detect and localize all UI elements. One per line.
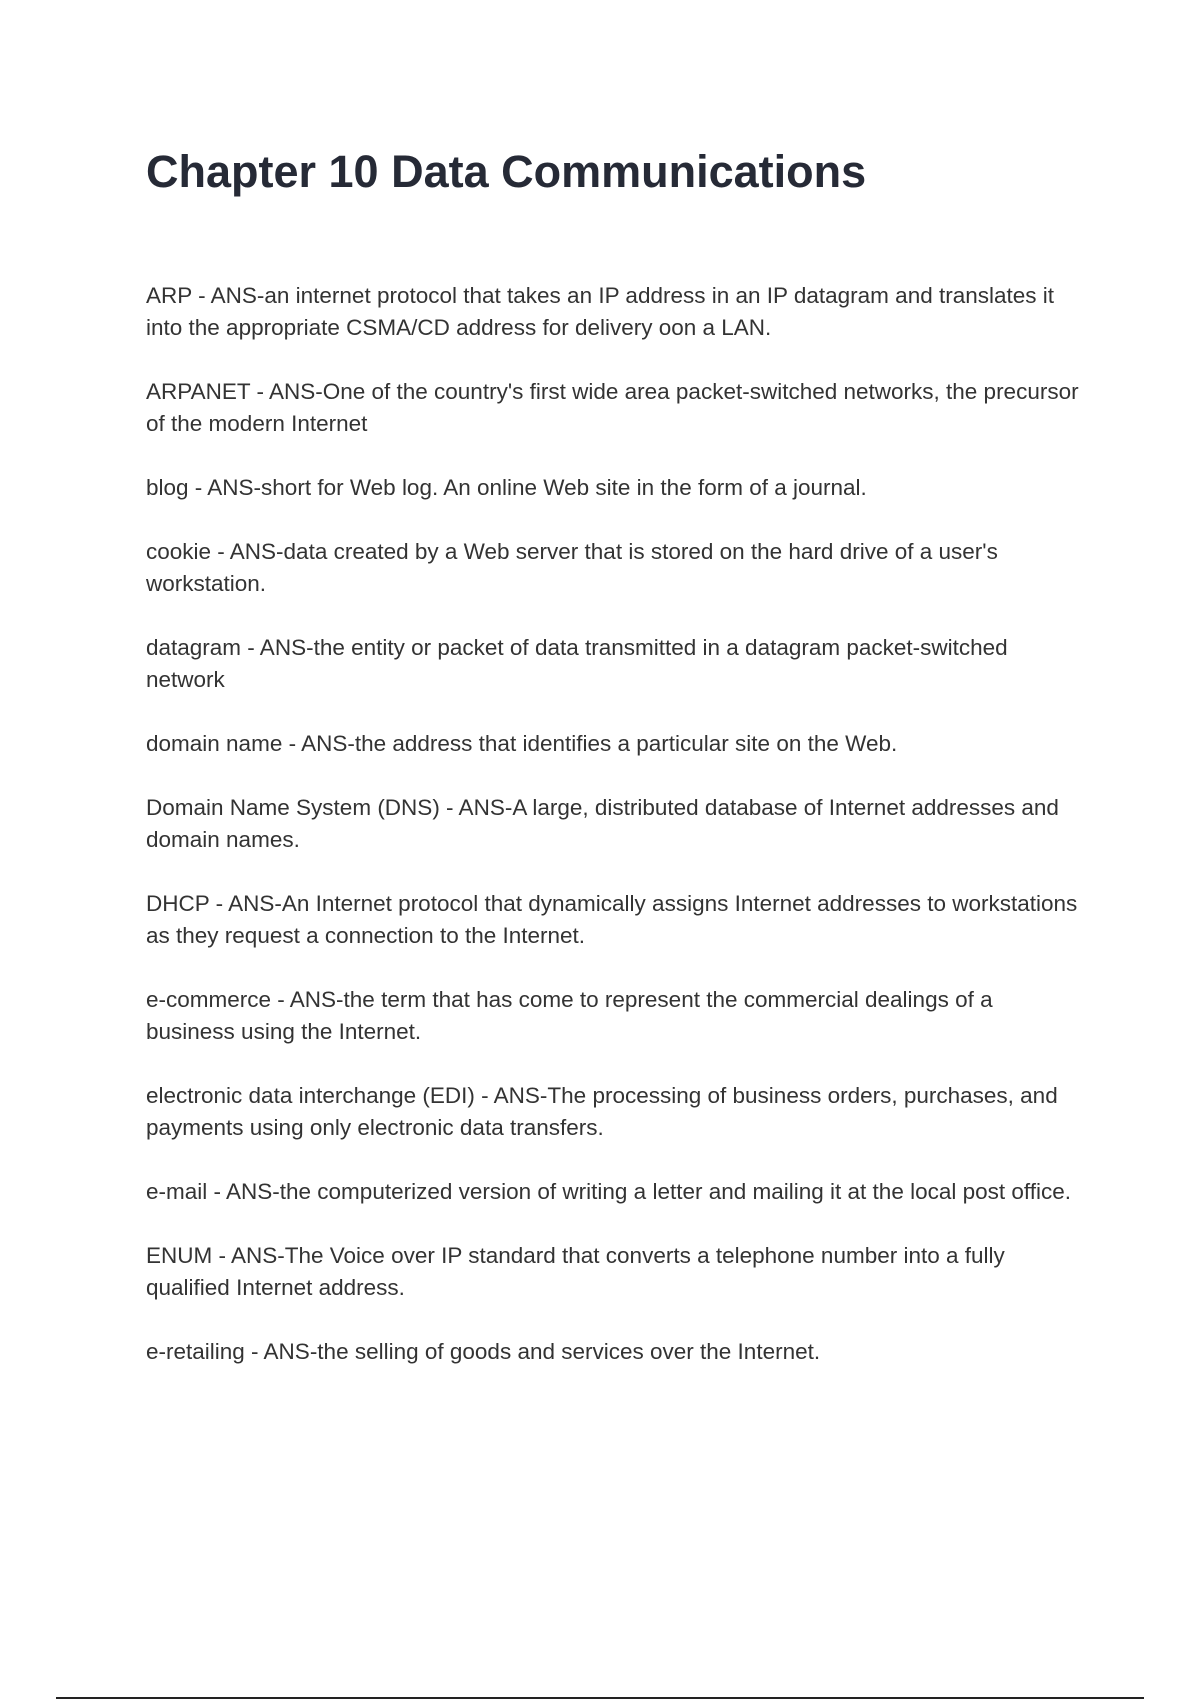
glossary-entry: e-retailing - ANS-the selling of goods and services over the Internet. (146, 1339, 821, 1364)
glossary-entry: ARPANET - ANS-One of the country's first wide area packet-switched networks, the precursor of the modern Internet (146, 379, 1079, 436)
glossary-entry: cookie - ANS-data created by a Web server that is stored on the hard drive of a user's workstation. (146, 539, 998, 596)
glossary-entry: blog - ANS-short for Web log. An online Web site in the form of a journal. (146, 475, 867, 500)
glossary-entry: domain name - ANS-the address that identifies a particular site on the Web. (146, 731, 898, 756)
glossary-entry: DHCP - ANS-An Internet protocol that dynamically assigns Internet addresses to workstations as they request a connection to the Internet. (146, 891, 1078, 948)
page-title: Chapter 10 Data Communications (146, 146, 867, 197)
glossary-entry: Domain Name System (DNS) - ANS-A large, distributed database of Internet addresses and domain names. (146, 795, 1059, 852)
document-page (146, 140, 1086, 1400)
glossary-entry: datagram - ANS-the entity or packet of data transmitted in a datagram packet-switched network (146, 635, 1008, 692)
glossary-entry: ARP - ANS-an internet protocol that takes an IP address in an IP datagram and translates it into the appropriate CSMA/CD address for delivery oon a LAN. (146, 283, 1055, 340)
footer-divider (56, 1697, 1144, 1699)
glossary-entry: e-mail - ANS-the computerized version of writing a letter and mailing it at the local post office. (146, 1179, 1072, 1204)
glossary-entry: e-commerce - ANS-the term that has come to represent the commercial dealings of a business using the Internet. (146, 987, 993, 1044)
glossary-list (146, 280, 1086, 1368)
glossary-entry: ENUM - ANS-The Voice over IP standard that converts a telephone number into a fully qualified Internet address. (146, 1243, 1005, 1300)
glossary-entry: electronic data interchange (EDI) - ANS-The processing of business orders, purchases, and payments using only electronic data transfers. (146, 1083, 1058, 1140)
